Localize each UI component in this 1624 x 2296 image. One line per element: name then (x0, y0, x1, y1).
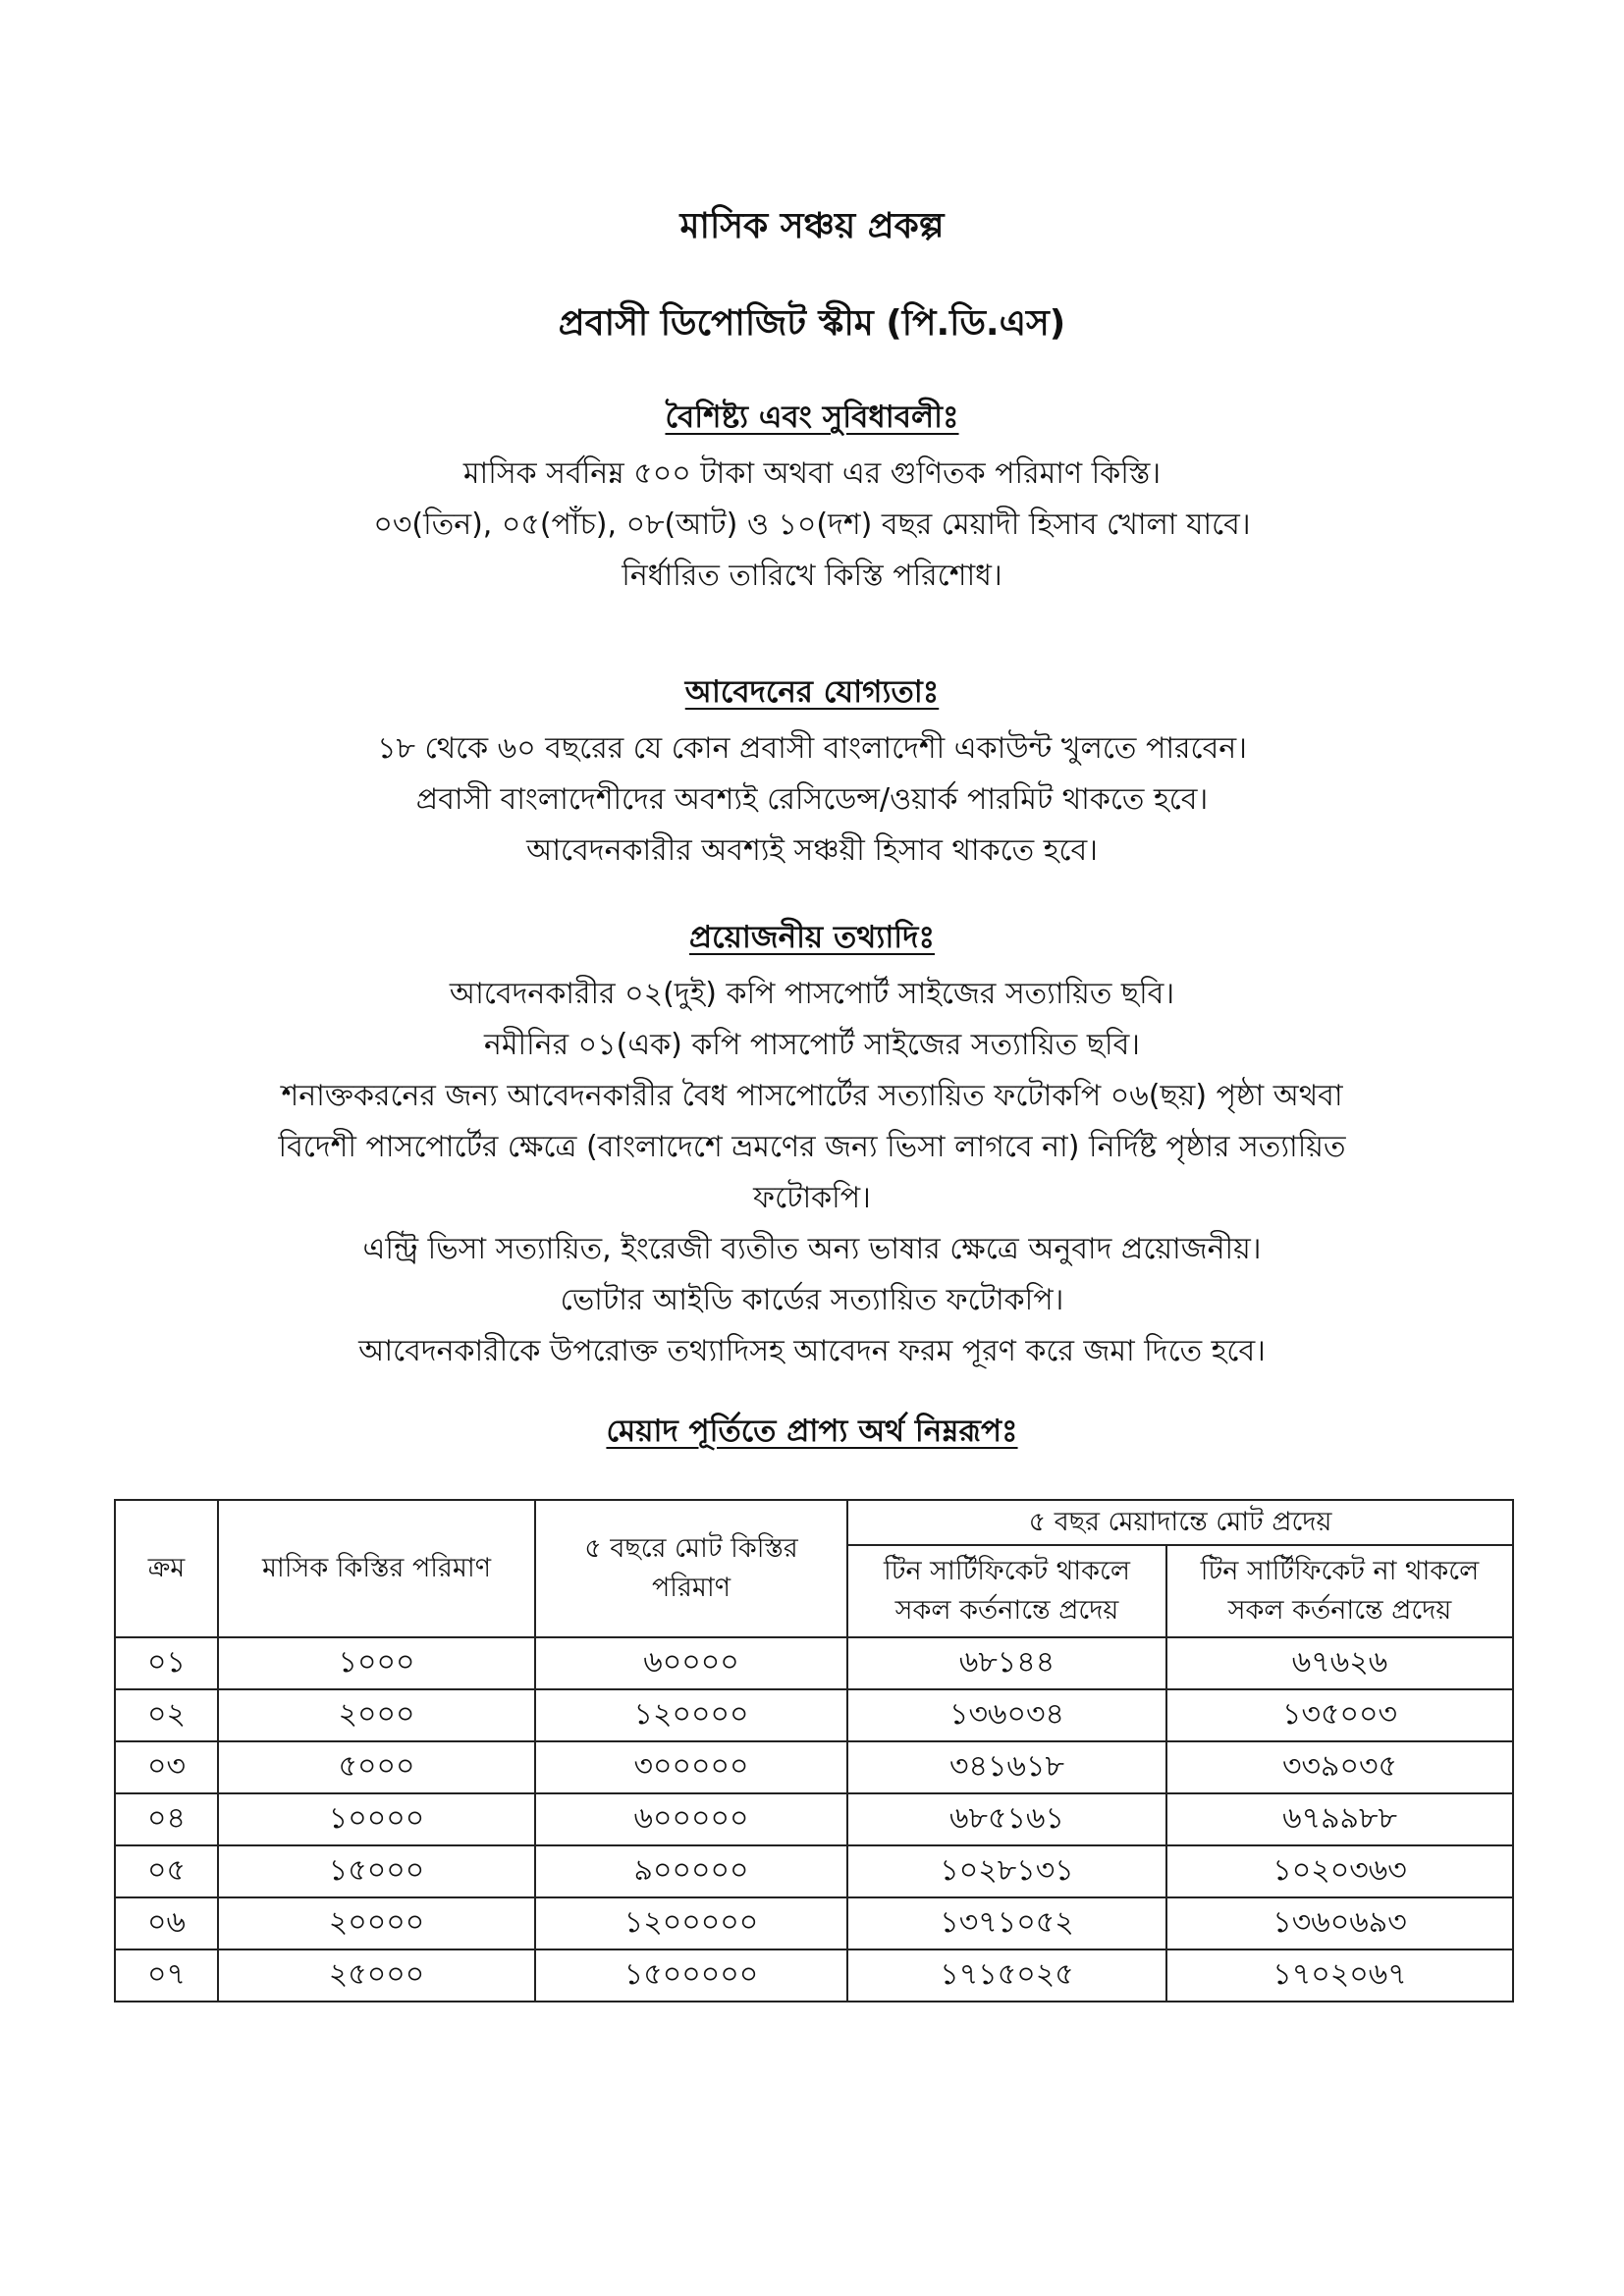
cell-with-tin: ৩৪১৬১৮ (847, 1741, 1166, 1793)
eligibility-line: প্রবাসী বাংলাদেশীদের অবশ্যই রেসিডেন্স/ওয়ার্ক পারমিট থাকতে হবে। (415, 782, 1209, 817)
cell-total: ৯০০০০০ (535, 1845, 847, 1897)
documents-line: নমীনির ০১(এক) কপি পাসপোর্ট সাইজের সত্যায়িত ছবি। (483, 1028, 1141, 1062)
documents-section (147, 918, 1477, 1377)
cell-serial: ০১ (115, 1637, 218, 1689)
features-section (147, 398, 1477, 602)
cell-with-tin: ৬৮১৪৪ (847, 1637, 1166, 1689)
cell-without-tin: ১৭০২০৬৭ (1166, 1949, 1513, 2002)
features-line: নির্ধারিত তারিখে কিস্তি পরিশোধ। (622, 559, 1002, 593)
cell-serial: ০৭ (115, 1949, 218, 2002)
cell-serial: ০৪ (115, 1793, 218, 1845)
header-without-tin: টিন সার্টিফিকেট না থাকলে সকল কর্তনান্তে প্রদেয় (1166, 1545, 1513, 1637)
cell-total: ৬০০০০০ (535, 1793, 847, 1845)
cell-monthly: ১০০০০ (218, 1793, 535, 1845)
maturity-section (147, 1412, 1477, 1463)
cell-serial: ০৫ (115, 1845, 218, 1897)
header-monthly-installment: মাসিক কিস্তির পরিমাণ (218, 1500, 535, 1637)
documents-line: বিদেশী পাসপোর্টের ক্ষেত্রে (বাংলাদেশে ভ্রমণের জন্য ভিসা লাগবে না) নির্দিষ্ট পৃষ্ঠার সত্যায়িত (278, 1130, 1346, 1164)
cell-monthly: ১৫০০০ (218, 1845, 535, 1897)
cell-total: ৩০০০০০ (535, 1741, 847, 1793)
cell-serial: ০৩ (115, 1741, 218, 1793)
cell-monthly: ২৫০০০ (218, 1949, 535, 2002)
cell-monthly: ২০০০ (218, 1689, 535, 1741)
cell-total: ১২০০০০০ (535, 1897, 847, 1949)
cell-monthly: ১০০০ (218, 1637, 535, 1689)
features-heading: বৈশিষ্ট্য এবং সুবিধাবলীঃ (665, 400, 959, 435)
cell-with-tin: ৬৮৫১৬১ (847, 1793, 1166, 1845)
cell-without-tin: ১৩৬০৬৯৩ (1166, 1897, 1513, 1949)
page-subtitle: প্রবাসী ডিপোজিট স্কীম (পি.ডি.এস) (558, 303, 1066, 344)
eligibility-line: আবেদনকারীর অবশ্যই সঞ্চয়ী হিসাব থাকতে হবে। (526, 833, 1098, 868)
cell-monthly: ৫০০০ (218, 1741, 535, 1793)
table-row (115, 1689, 1513, 1741)
table-row (115, 1637, 1513, 1689)
documents-heading: প্রয়োজনীয় তথ্যাদিঃ (688, 920, 935, 955)
cell-monthly: ২০০০০ (218, 1897, 535, 1949)
cell-without-tin: ৬৭৯৯৮৮ (1166, 1793, 1513, 1845)
header-total-installment: ৫ বছরে মোট কিস্তির পরিমাণ (535, 1500, 847, 1637)
documents-line: আবেদনকারীর ০২(দুই) কপি পাসপোর্ট সাইজের সত্যায়িত ছবি। (449, 977, 1175, 1011)
cell-total: ১২০০০০ (535, 1689, 847, 1741)
table-header-row (115, 1500, 1513, 1545)
maturity-heading: মেয়াদ পূর্তিতে প্রাপ্য অর্থ নিম্নরূপঃ (606, 1414, 1018, 1449)
cell-with-tin: ১৭১৫০২৫ (847, 1949, 1166, 2002)
cell-with-tin: ১৩৭১০৫২ (847, 1897, 1166, 1949)
documents-line: আবেদনকারীকে উপরোক্ত তথ্যাদিসহ আবেদন ফরম পূরণ করে জমা দিতে হবে। (358, 1334, 1266, 1368)
cell-without-tin: ১০২০৩৬৩ (1166, 1845, 1513, 1897)
table-row (115, 1949, 1513, 2002)
cell-with-tin: ১৩৬০৩৪ (847, 1689, 1166, 1741)
eligibility-section (147, 672, 1477, 877)
cell-without-tin: ১৩৫০০৩ (1166, 1689, 1513, 1741)
cell-without-tin: ৬৭৬২৬ (1166, 1637, 1513, 1689)
features-line: ০৩(তিন), ০৫(পাঁচ), ০৮(আট) ও ১০(দশ) বছর মেয়াদী হিসাব খোলা যাবে। (373, 507, 1251, 542)
cell-without-tin: ৩৩৯০৩৫ (1166, 1741, 1513, 1793)
maturity-table (114, 1499, 1514, 2002)
cell-total: ১৫০০০০০ (535, 1949, 847, 2002)
header-serial: ক্রম (115, 1500, 218, 1637)
header-with-tin: টিন সার্টিফিকেট থাকলে সকল কর্তনান্তে প্রদেয় (847, 1545, 1166, 1637)
documents-line: এন্ট্রি ভিসা সত্যায়িত, ইংরেজী ব্যতীত অন্য ভাষার ক্ষেত্রে অনুবাদ প্রয়োজনীয়। (362, 1232, 1262, 1266)
table-row (115, 1741, 1513, 1793)
cell-with-tin: ১০২৮১৩১ (847, 1845, 1166, 1897)
table-row (115, 1897, 1513, 1949)
features-line: মাসিক সর্বনিম্ন ৫০০ টাকা অথবা এর গুণিতক পরিমাণ কিস্তি। (462, 456, 1162, 491)
table-row (115, 1793, 1513, 1845)
cell-serial: ০২ (115, 1689, 218, 1741)
documents-line: ফটোকপি। (753, 1181, 871, 1215)
eligibility-heading: আবেদনের যোগ্যতাঃ (684, 674, 940, 710)
cell-total: ৬০০০০ (535, 1637, 847, 1689)
documents-line: শনাক্তকরনের জন্য আবেদনকারীর বৈধ পাসপোর্টের সত্যায়িত ফটোকপি ০৬(ছয়) পৃষ্ঠা অথবা (281, 1079, 1343, 1113)
eligibility-line: ১৮ থেকে ৬০ বছরের যে কোন প্রবাসী বাংলাদেশী একাউন্ট খুলতে পারবেন। (377, 731, 1247, 766)
maturity-table-container (114, 1499, 1512, 2002)
cell-serial: ০৬ (115, 1897, 218, 1949)
header-group-title: ৫ বছর মেয়াদান্তে মোট প্রদেয় (847, 1500, 1513, 1545)
documents-line: ভোটার আইডি কার্ডের সত্যায়িত ফটোকপি। (560, 1283, 1064, 1317)
page-title: মাসিক সঞ্চয় প্রকল্প (679, 206, 945, 246)
table-row (115, 1845, 1513, 1897)
